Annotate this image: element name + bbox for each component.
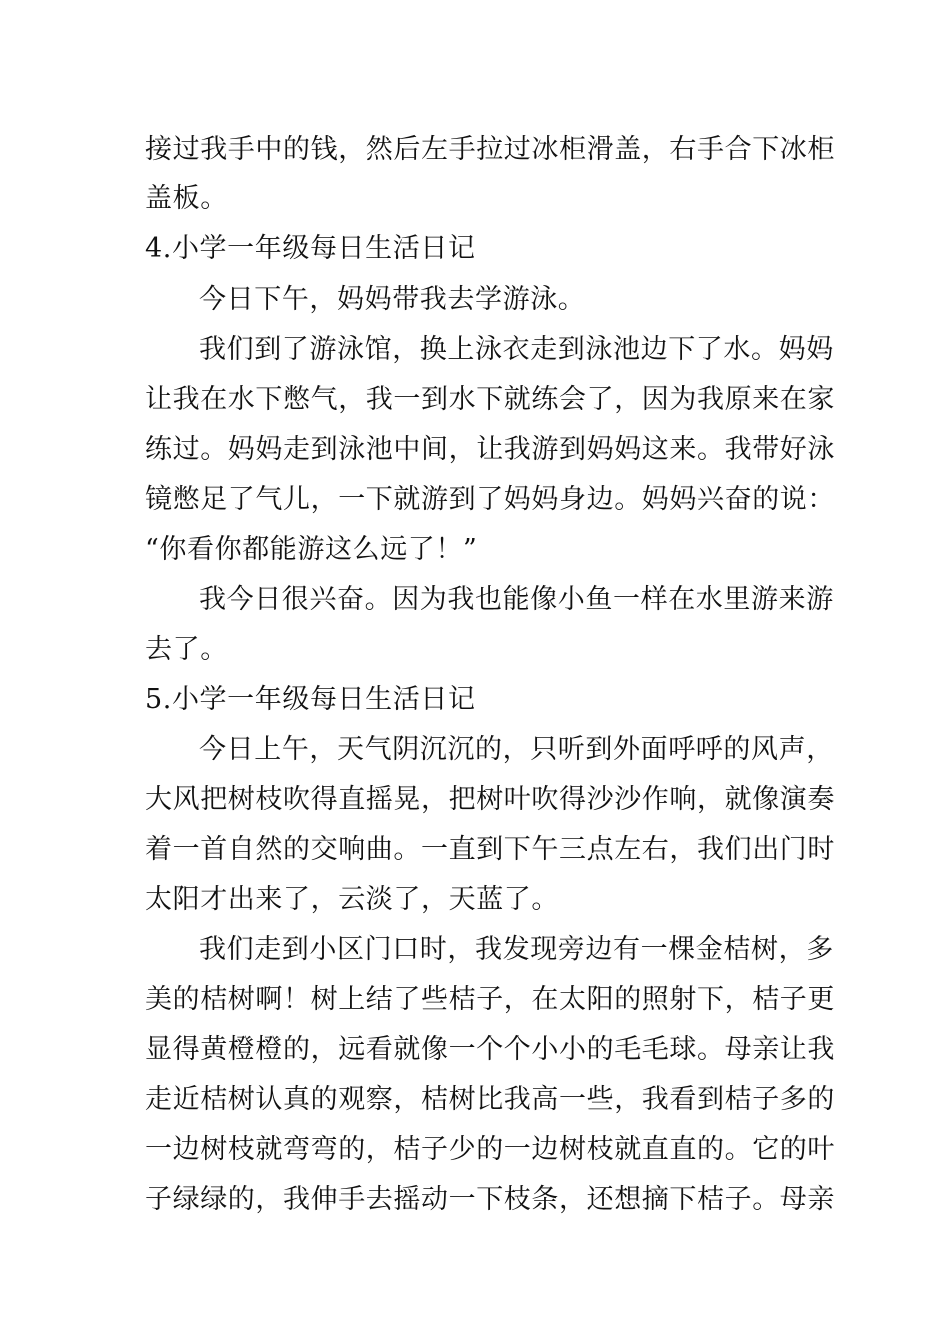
paragraph-line: 今日上午，天气阴沉沉的，只听到外面呼呼的风声， <box>199 734 834 765</box>
paragraph-line: 一边树枝就弯弯的，桔子少的一边树枝就直直的。它的叶 <box>145 1134 835 1165</box>
paragraph-line: 我今日很兴奋。因为我也能像小鱼一样在水里游来游 <box>199 584 834 615</box>
paragraph-line: 镜憋足了气儿，一下就游到了妈妈身边。妈妈兴奋的说： <box>145 484 835 515</box>
paragraph-line: 着一首自然的交响曲。一直到下午三点左右，我们出门时 <box>145 834 835 865</box>
paragraph-line: 我们走到小区门口时，我发现旁边有一棵金桔树，多 <box>199 934 834 965</box>
section-heading: 4.小学一年级每日生活日记 <box>145 233 476 264</box>
paragraph-line: 子绿绿的，我伸手去摇动一下枝条，还想摘下桔子。母亲 <box>145 1184 835 1215</box>
paragraph-line: 盖板。 <box>145 183 228 214</box>
paragraph-line: 大风把树枝吹得直摇晃，把树叶吹得沙沙作响，就像演奏 <box>145 784 835 815</box>
paragraph-line: 去了。 <box>145 634 228 665</box>
paragraph-line: 我们到了游泳馆，换上泳衣走到泳池边下了水。妈妈 <box>199 334 834 365</box>
section-heading: 5.小学一年级每日生活日记 <box>145 684 476 715</box>
paragraph-line: “你看你都能游这么远了！” <box>145 534 478 565</box>
paragraph-line: 走近桔树认真的观察，桔树比我高一些，我看到桔子多的 <box>145 1084 835 1115</box>
paragraph-line: 显得黄橙橙的，远看就像一个个小小的毛毛球。母亲让我 <box>145 1034 835 1065</box>
paragraph-line: 练过。妈妈走到泳池中间，让我游到妈妈这来。我带好泳 <box>145 434 835 465</box>
paragraph-line: 太阳才出来了，云淡了，天蓝了。 <box>145 884 559 915</box>
paragraph-line: 今日下午，妈妈带我去学游泳。 <box>199 284 586 315</box>
paragraph-line: 接过我手中的钱，然后左手拉过冰柜滑盖，右手合下冰柜 <box>145 134 835 165</box>
paragraph-line: 让我在水下憋气，我一到水下就练会了，因为我原来在家 <box>145 384 835 415</box>
paragraph-line: 美的桔树啊！树上结了些桔子，在太阳的照射下，桔子更 <box>145 984 835 1015</box>
